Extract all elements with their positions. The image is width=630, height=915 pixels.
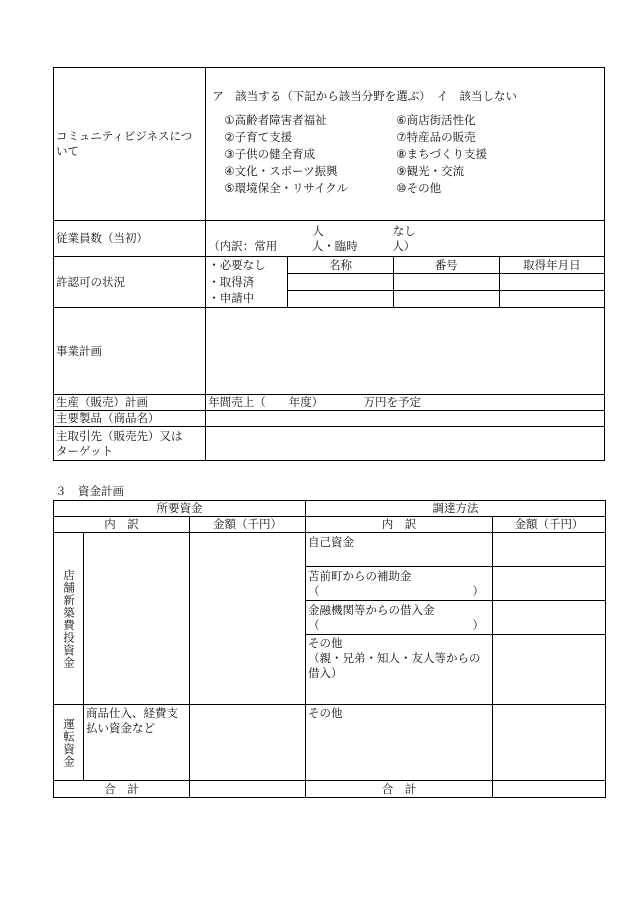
- other-operating-amount[interactable]: [493, 705, 606, 781]
- permit-date-cell[interactable]: [499, 274, 604, 291]
- permit-header-name: 名称: [288, 257, 393, 274]
- employees-row: [54, 221, 605, 257]
- production-plan-label: 生産（販売）計画: [54, 395, 206, 411]
- permit-label: 許認可の状況: [54, 257, 206, 308]
- community-applies-choice[interactable]: ア 該当する（下記から該当分野を選ぶ） イ 該当しない: [212, 89, 518, 103]
- permit-row-1: [54, 257, 605, 274]
- permit-header-date: 取得年月日: [499, 257, 604, 274]
- category-item[interactable]: ⑨観光・交流: [396, 164, 465, 178]
- bank-loan-cell: [306, 601, 493, 635]
- employees-label: 従業員数（当初）: [54, 221, 206, 257]
- production-plan-value[interactable]: 年間売上（ 年度） 万円を予定: [206, 395, 605, 411]
- permit-date-cell[interactable]: [499, 291, 604, 308]
- main-products-cell[interactable]: [206, 411, 605, 427]
- employees-line-1: 人 なし: [312, 223, 416, 238]
- funding-header-row: [54, 501, 606, 517]
- community-business-cell: [206, 68, 605, 221]
- category-item[interactable]: ⑤環境保全・リサイクル: [224, 181, 348, 195]
- funding-plan-title: ３ 資金計画: [55, 484, 124, 498]
- subsidy-amount[interactable]: [493, 567, 606, 601]
- production-plan-row: [54, 395, 605, 411]
- community-business-label: コミュニティビジネスについて: [54, 68, 206, 221]
- other-investment-cell: [306, 635, 493, 705]
- own-funds-amount[interactable]: [493, 533, 606, 567]
- business-plan-row: [54, 308, 605, 395]
- funding-plan-table: [53, 500, 606, 798]
- required-total-amount[interactable]: [190, 781, 306, 798]
- category-item[interactable]: ③子供の健全育成: [224, 147, 316, 161]
- required-total-label: 合 計: [54, 781, 190, 798]
- business-overview-table: [53, 67, 605, 461]
- other-operating-label: その他: [306, 705, 493, 781]
- category-item[interactable]: ⑩その他: [396, 181, 442, 195]
- permit-header-number: 番号: [393, 257, 499, 274]
- category-list: [208, 112, 602, 196]
- required-breakdown-header: 内 訳: [54, 517, 190, 533]
- subsidy-detail-field[interactable]: [308, 584, 490, 599]
- permit-number-cell[interactable]: [393, 291, 499, 308]
- subsidy-cell: [306, 567, 493, 601]
- procurement-total-amount[interactable]: [493, 781, 606, 798]
- employees-line-2: （内訳：常用 人・臨時 人）: [208, 238, 416, 253]
- paren-close: ）: [472, 583, 484, 598]
- store-investment-breakdown[interactable]: [84, 533, 190, 705]
- main-products-label: 主要製品（商品名）: [54, 411, 206, 427]
- operating-funds-amount[interactable]: [190, 705, 306, 781]
- bank-loan-amount[interactable]: [493, 601, 606, 635]
- other-investment-label: その他: [308, 636, 343, 650]
- operating-funds-detail: 商品仕入、経費支払い資金など: [84, 705, 190, 781]
- required-funds-header: 所要資金: [54, 501, 306, 517]
- permit-option[interactable]: ・取得済: [206, 274, 288, 291]
- employees-value-cell[interactable]: [206, 221, 605, 257]
- main-clients-row: [54, 427, 605, 461]
- bank-loan-label: 金融機関等からの借入金: [308, 602, 435, 617]
- procurement-header: 調達方法: [306, 501, 606, 517]
- category-item[interactable]: ⑥商店街活性化: [396, 113, 476, 127]
- operating-funds-row: [54, 705, 606, 781]
- required-amount-header: 金額（千円）: [190, 517, 306, 533]
- procurement-amount-header: 金額（千円）: [493, 517, 606, 533]
- permit-name-cell[interactable]: [288, 274, 393, 291]
- category-item[interactable]: ②子育て支援: [224, 130, 293, 144]
- community-business-row: [54, 68, 605, 221]
- permit-option[interactable]: ・申請中: [206, 291, 288, 308]
- category-item[interactable]: ⑧まちづくり支援: [396, 147, 487, 161]
- operating-funds-label-cell: [54, 705, 84, 781]
- main-clients-cell[interactable]: [206, 427, 605, 461]
- other-investment-detail: （親・兄弟・知人・友人等からの借入）: [308, 651, 481, 680]
- paren-open: （: [308, 617, 320, 632]
- category-item[interactable]: ⑦特産品の販売: [396, 130, 476, 144]
- category-item[interactable]: ①高齢者障害者福祉: [224, 113, 327, 127]
- operating-funds-label: 運転資金: [62, 717, 76, 768]
- bank-loan-detail-field[interactable]: [308, 618, 490, 633]
- business-plan-label: 事業計画: [54, 308, 206, 395]
- permit-option[interactable]: ・必要なし: [206, 257, 288, 274]
- own-funds-label: 自己資金: [306, 533, 493, 567]
- store-investment-amount[interactable]: [190, 533, 306, 705]
- store-investment-label-cell: [54, 533, 84, 705]
- subsidy-label: 苫前町からの補助金: [308, 568, 412, 583]
- paren-close: ）: [472, 617, 484, 632]
- business-plan-cell[interactable]: [206, 308, 605, 395]
- funding-total-row: [54, 781, 606, 798]
- paren-open: （: [308, 583, 320, 598]
- funding-subheader-row: [54, 517, 606, 533]
- other-investment-amount[interactable]: [493, 635, 606, 705]
- permit-number-cell[interactable]: [393, 274, 499, 291]
- main-clients-label: 主取引先（販売先）又はターゲット: [54, 427, 206, 461]
- store-investment-label: 店舗新築費投資金: [62, 568, 76, 669]
- procurement-total-label: 合 計: [306, 781, 493, 798]
- own-funds-row: [54, 533, 606, 567]
- permit-name-cell[interactable]: [288, 291, 393, 308]
- category-item[interactable]: ④文化・スポーツ振興: [224, 164, 338, 178]
- procurement-breakdown-header: 内 訳: [306, 517, 493, 533]
- main-products-row: [54, 411, 605, 427]
